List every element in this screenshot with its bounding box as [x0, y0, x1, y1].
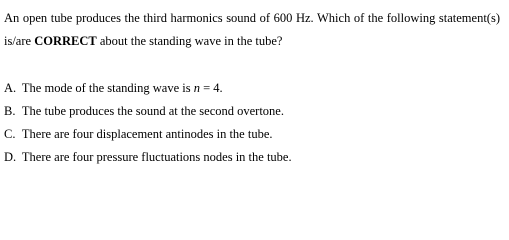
option-a-text-part-2: = 4.: [200, 81, 223, 95]
option-c-text: There are four displacement antinodes in the tube.: [21, 127, 273, 141]
option-d-letter: D.: [4, 150, 17, 164]
question-text: [4, 7, 500, 53]
option-b-letter: B.: [4, 104, 16, 118]
option-d-text: There are four pressure fluctuations nodes in the tube.: [21, 150, 292, 164]
option-d: [4, 146, 500, 169]
answer-options: [4, 77, 500, 169]
question-text-part-1: An open tube produces the third harmonics sound of 600 Hz. Which of the following statement(s) is/are: [4, 11, 500, 48]
option-a-text-part-1: The mode of the standing wave is: [21, 81, 194, 95]
option-a-letter: A.: [4, 81, 17, 95]
option-c-letter: C.: [4, 127, 16, 141]
option-b-text: The tube produces the sound at the second overtone.: [21, 104, 284, 118]
option-a-math-symbol: n: [193, 81, 200, 95]
option-a: [4, 77, 500, 100]
option-c: [4, 123, 500, 146]
question-text-part-2: about the standing wave in the tube?: [96, 34, 283, 48]
question-emphasis: CORRECT: [34, 34, 97, 48]
option-b: [4, 100, 500, 123]
